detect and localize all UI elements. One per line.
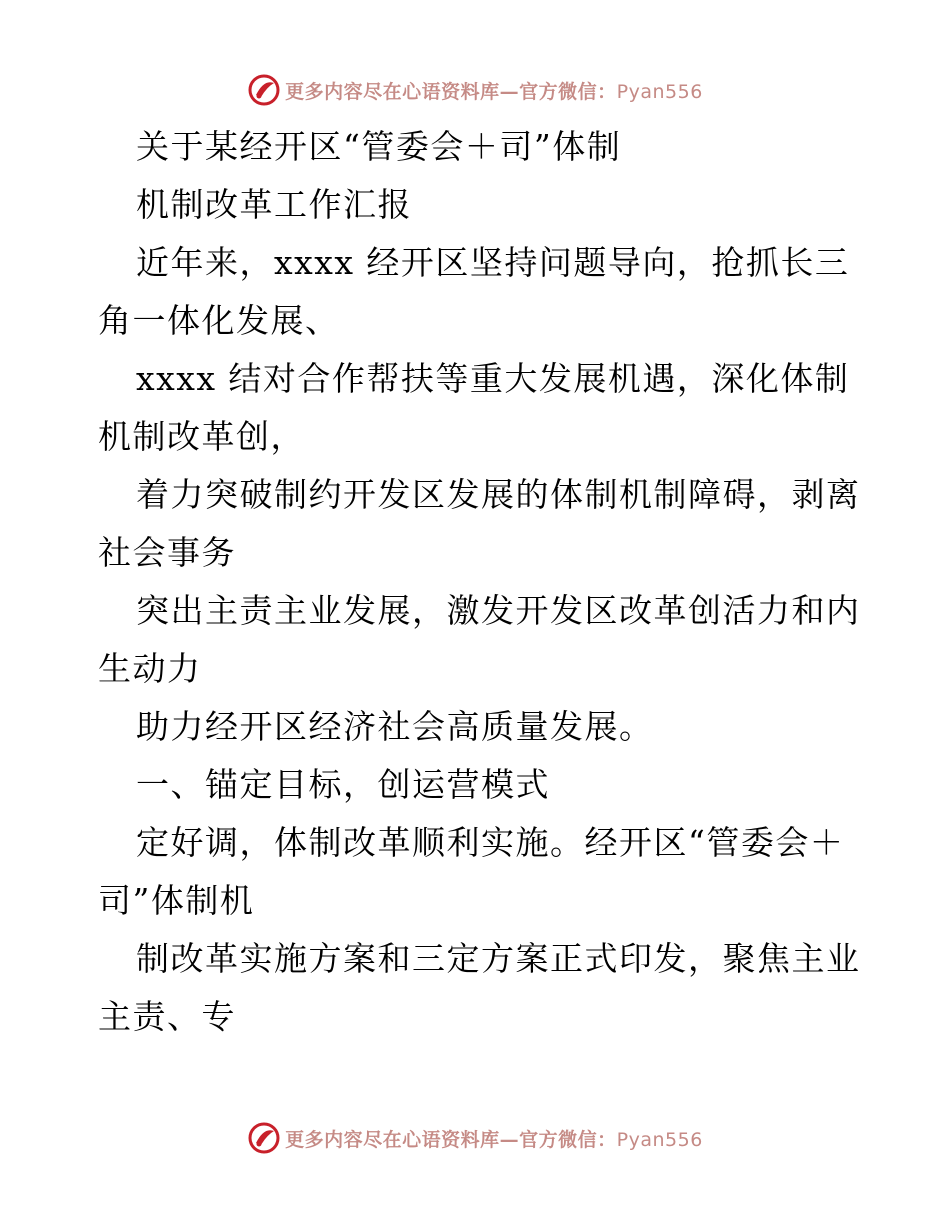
text-line: 主责、专 [98,997,236,1036]
text-line: 生动力 [98,649,202,688]
logo-icon [247,73,281,107]
text-line: 着力突破制约开发区发展的体制机制障碍，剥离 [136,475,861,514]
banner-wechat-id: Pyan556 [616,1128,703,1151]
text-line: 定好调，体制改革顺利实施。经开区“管委会＋ [136,823,845,862]
text-line: 近年来，xxxx 经开区坚持问题导向，抢抓长三 [136,243,850,282]
document-body [98,118,861,1046]
watermark-banner-bottom [0,1118,950,1158]
watermark-banner-top [0,70,950,110]
text-line: 制改革实施方案和三定方案正式印发，聚焦主业 [136,939,861,978]
text-line: 机制改革工作汇报 [136,185,412,224]
text-line: 关于某经开区“管委会＋司”体制 [136,127,622,166]
banner-wechat-id: Pyan556 [616,80,703,103]
text-line: xxxx 结对合作帮扶等重大发展机遇，深化体制 [136,359,850,398]
text-line: 司”体制机 [98,881,255,920]
banner-text-cn: 更多内容尽在心语资料库—官方微信： [285,80,617,103]
banner-text-cn: 更多内容尽在心语资料库—官方微信： [285,1128,617,1151]
banner-text [285,77,703,104]
text-line: 机制改革创， [98,417,305,456]
text-line: 突出主责主业发展，激发开发区改革创活力和内 [136,591,861,630]
logo-icon [247,1121,281,1155]
text-line: 角一体化发展、 [98,301,340,340]
text-line: 助力经开区经济社会高质量发展。 [136,707,654,746]
text-line: 一、锚定目标，创运营模式 [136,765,550,804]
banner-text [285,1125,703,1152]
text-line: 社会事务 [98,533,236,572]
